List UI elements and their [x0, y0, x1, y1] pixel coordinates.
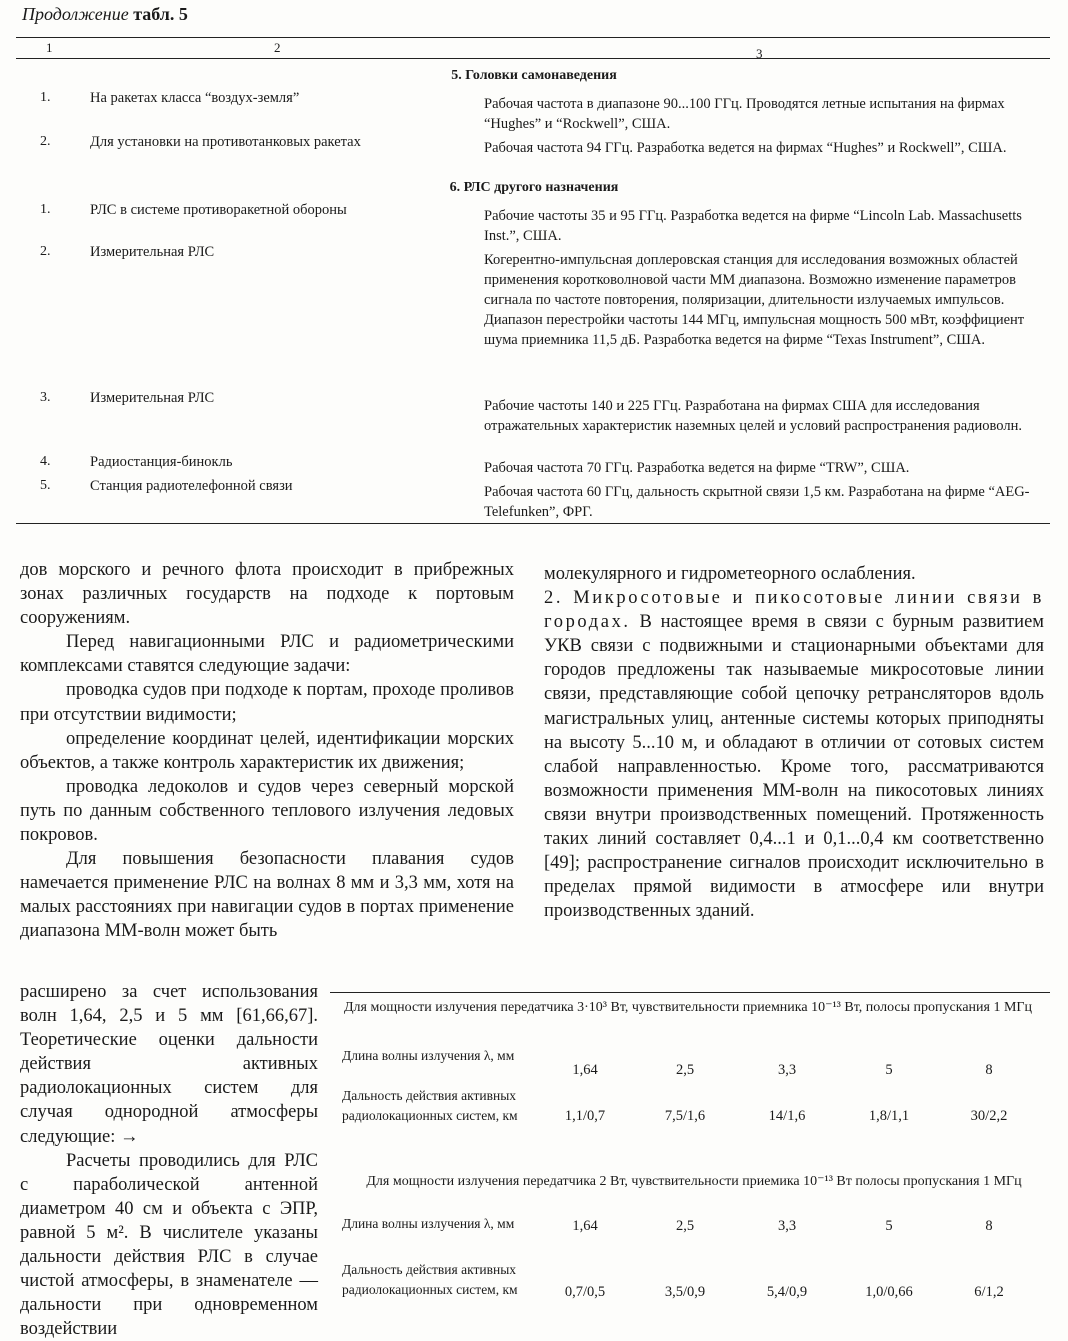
paragraph: проводка судов при подходе к портам, проходе проливов при отсутствии видимости;	[20, 680, 514, 725]
row-number: 3.	[40, 390, 51, 405]
row-number: 5.	[40, 478, 51, 493]
row-description: Рабочие частоты 35 и 95 ГГц. Разработка ведется на фирме “Lincoln Lab. Massachusetts Inst.”, США.	[484, 208, 1022, 244]
paragraph: молекулярного и гидрометеорного ослабления.	[544, 564, 916, 584]
wavelength-value: 3,3	[777, 1062, 797, 1078]
wavelength-value: 5	[885, 1062, 893, 1078]
col-header-2: 2	[274, 40, 281, 55]
wavelength-value: 5	[885, 1218, 893, 1234]
row-description: Рабочая частота 60 ГГц, дальность скрытной связи 1,5 км. Разработана на фирме “AEG-Telefunken”, ФРГ.	[484, 484, 1030, 520]
row-description: Рабочие частоты 140 и 225 ГГц. Разработана на фирмах США для исследования отражательных характеристик наземных целей и условий распространения радиоволн.	[484, 398, 1022, 434]
row-name: Для установки на противотанковых ракетах	[90, 134, 361, 150]
row-number: 1.	[40, 202, 51, 217]
row-number: 4.	[40, 454, 51, 469]
paragraph: Перед навигационными РЛС и радиометрическими комплексами ставятся следующие задачи:	[20, 632, 514, 677]
range-value: 1,1/0,7	[564, 1108, 606, 1124]
range-value: 5,4/0,9	[766, 1284, 808, 1300]
row-number: 2.	[40, 244, 51, 259]
range-value: 6/1,2	[974, 1284, 1004, 1300]
range-value: 7,5/1,6	[664, 1108, 706, 1124]
paragraph-text: В настоящее время в связи с бурным развитием УКВ связи с подвижными и стационарными объектами для городов предложены так называемые микросотовые линии связи, представляющие собой цепочку ретрансляторов вдоль магистральных улиц, антенные системы которых приподняты на высоту 5...10 м, и обладают в отличии от сотовых систем слабой направленностью. Кроме того, рассматриваются возможности применения ММ-волн на пикосотовых линиях связи внутри производственных помещений. Протяженность таких линий составляет 0,4...1 и 0,1...0,4 км соответственно [49]; распространение сигналов происходит исключительно в пределах прямой видимости в атмосфере или внутри производственных зданий.	[544, 612, 1044, 922]
row-description: Рабочая частота 94 ГГц. Разработка ведется на фирмах “Hughes” и Rockwell”, США.	[484, 140, 1007, 156]
paragraph: Расчеты проводились для РЛС с параболической антенной диаметром 40 см и объекта с ЭПР, равной 5 м². В числителе указаны дальности действия РЛС в случае чистой атмосферы, в знаменателе — дальности при одновременном воздействии	[20, 1150, 318, 1340]
body-text-left-narrow	[20, 980, 318, 1341]
row-number: 2.	[40, 134, 51, 149]
caption-continuation: Продолжение	[22, 4, 129, 24]
range-value: 3,5/0,9	[664, 1284, 706, 1300]
range-table-block1-header: Для мощности излучения передатчика 3·10³ Вт, чувствительности приемника 10⁻¹³ Вт, полосы пропускания 1 МГц	[343, 1000, 1033, 1015]
col-header-3: 3	[756, 46, 763, 61]
label-range: Дальность действия активных радиолокационных систем, км	[342, 1088, 518, 1123]
section-lead: 2. Микросотовые и пикосотовые линии связи в городах.	[544, 588, 1044, 633]
range-table	[330, 0, 1050, 1335]
row-description: Когерентно-импульсная доплеровская станция для исследования возможных областей применения коротковолновой части ММ диапазона. Возможно изменение параметров сигнала по частоте повторения, поляризации, длительности излучаемых импульсов. Диапазон перестройки частоты 144 МГц, импульсная мощность 500 мВт, коэффициент шума приемника 11,5 дБ. Разработка ведется на фирме “Texas Instrument”, США.	[484, 252, 1025, 348]
label-wavelength: Длина волны излучения λ, мм	[342, 1048, 515, 1063]
row-name: Измерительная РЛС	[90, 244, 215, 260]
wavelength-value: 1,64	[572, 1218, 598, 1234]
section-title: 6. РЛС другого назначения	[449, 180, 619, 195]
row-name: Станция радиотелефонной связи	[90, 478, 293, 494]
paragraph: проводка ледоколов и судов через северный морской путь по данным собственного теплового излучения ледовых покровов.	[20, 776, 514, 846]
caption-table-number: табл. 5	[133, 4, 188, 24]
paragraph: определение координат целей, идентификации морских объектов, а также контроль характеристик их движения;	[20, 728, 514, 773]
row-name: Измерительная РЛС	[90, 390, 215, 406]
row-description: Рабочая частота 70 ГГц. Разработка ведется на фирме “TRW”, США.	[484, 460, 910, 476]
row-name: На ракетах класса “воздух-земля”	[90, 90, 300, 106]
row-name: РЛС в системе противоракетной обороны	[90, 202, 347, 218]
label-range: Дальность действия активных радиолокационных систем, км	[342, 1262, 518, 1297]
wavelength-value: 2,5	[675, 1218, 695, 1234]
wavelength-value: 8	[985, 1062, 993, 1078]
paragraph: расширено за счет использования волн 1,64, 2,5 и 5 мм [61,66,67]. Теоретические оценки дальности действия активных радиолокационных систем для случая однородной атмосферы следующие: →	[20, 982, 318, 1147]
paragraph: Для повышения безопасности плавания судов намечается применение РЛС на волнах 8 мм и 3,3 мм, хотя на малых расстояниях при навигации судов в портах применение диапазона ММ-волн может быть	[20, 849, 514, 942]
table-caption	[22, 4, 188, 25]
range-value: 1,0/0,66	[865, 1284, 913, 1300]
wavelength-value: 2,5	[675, 1062, 695, 1078]
range-value: 0,7/0,5	[564, 1284, 606, 1300]
range-table-block2-header: Для мощности излучения передатчика 2 Вт, чувствительности приемика 10⁻¹³ Вт полосы пропускания 1 МГц	[366, 1174, 1022, 1189]
section-title: 5. Головки самонаведения	[451, 68, 617, 83]
col-header-1: 1	[46, 40, 53, 55]
wavelength-value: 3,3	[777, 1218, 797, 1234]
range-value: 14/1,6	[768, 1108, 806, 1124]
wavelength-value: 1,64	[572, 1062, 598, 1078]
range-value: 30/2,2	[970, 1108, 1008, 1124]
wavelength-value: 8	[985, 1218, 993, 1234]
range-value: 1,8/1,1	[868, 1108, 910, 1124]
row-description: Рабочая частота в диапазоне 90...100 ГГц. Проводятся летные испытания на фирмах “Hughes” и “Rockwell”, США.	[484, 96, 1005, 132]
row-number: 1.	[40, 90, 51, 105]
paragraph: дов морского и речного флота происходит в прибрежных зонах различных государств на подходе к портовым сооружениям.	[20, 560, 514, 629]
label-wavelength: Длина волны излучения λ, мм	[342, 1216, 515, 1231]
row-name: Радиостанция-бинокль	[90, 454, 233, 470]
